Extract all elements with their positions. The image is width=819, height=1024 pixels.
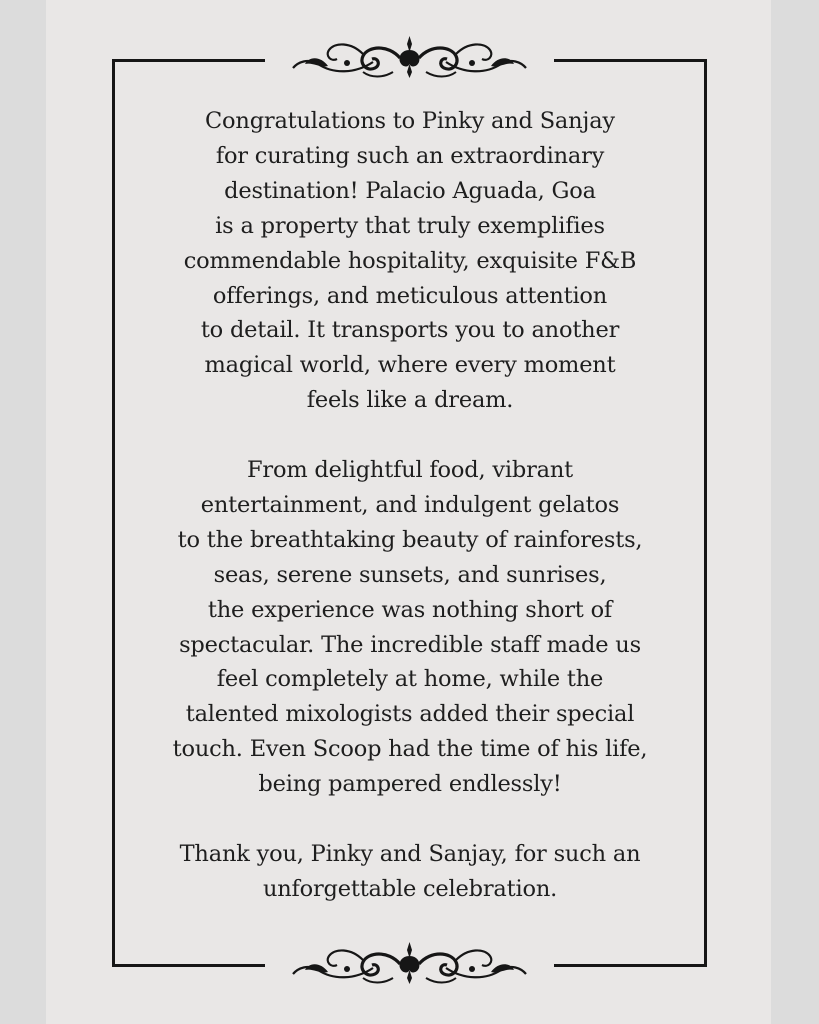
message-line: destination! Palacio Aguada, Goa <box>224 177 596 204</box>
message-line: magical world, where every moment <box>204 352 616 379</box>
message-line: Congratulations to Pinky and Sanjay <box>205 108 615 134</box>
message-line: seas, serene sunsets, and sunrises, <box>213 561 607 588</box>
paragraph-gap <box>120 802 700 837</box>
message-line: touch. Even Scoop had the time of his life, <box>172 736 648 763</box>
bottom-flourish-ornament-icon <box>286 940 533 990</box>
message-line: From delightful food, vibrant <box>247 457 573 484</box>
message-line: commendable hospitality, exquisite F&B <box>183 247 637 274</box>
message-line: is a property that truly exemplifies <box>215 212 605 239</box>
message-line: for curating such an extraordinary <box>215 142 605 169</box>
frame-bottom-right-line <box>554 964 707 967</box>
frame-top-right-line <box>554 59 707 62</box>
paragraph-gap <box>120 418 700 453</box>
message-line: entertainment, and indulgent gelatos <box>200 491 620 518</box>
message-line: being pampered endlessly! <box>258 771 562 798</box>
frame-bottom-left-line <box>112 964 265 967</box>
message-line: offerings, and meticulous attention <box>212 282 608 309</box>
message-line: the experience was nothing short of <box>207 596 613 623</box>
message-body <box>120 104 700 907</box>
frame-top-left-line <box>112 59 265 62</box>
message-line: Thank you, Pinky and Sanjay, for such an <box>179 841 641 867</box>
top-flourish-ornament-icon <box>286 34 533 84</box>
frame-right-line <box>704 59 707 967</box>
message-line: spectacular. The incredible staff made us <box>179 631 641 658</box>
message-line: feels like a dream. <box>306 387 514 414</box>
frame-left-line <box>112 59 115 967</box>
message-line: to the breathtaking beauty of rainforests, <box>177 526 643 553</box>
message-line: unforgettable celebration. <box>262 875 558 902</box>
message-line: talented mixologists added their special <box>185 701 635 728</box>
message-line: feel completely at home, while the <box>216 666 604 693</box>
message-line: to detail. It transports you to another <box>200 317 620 344</box>
